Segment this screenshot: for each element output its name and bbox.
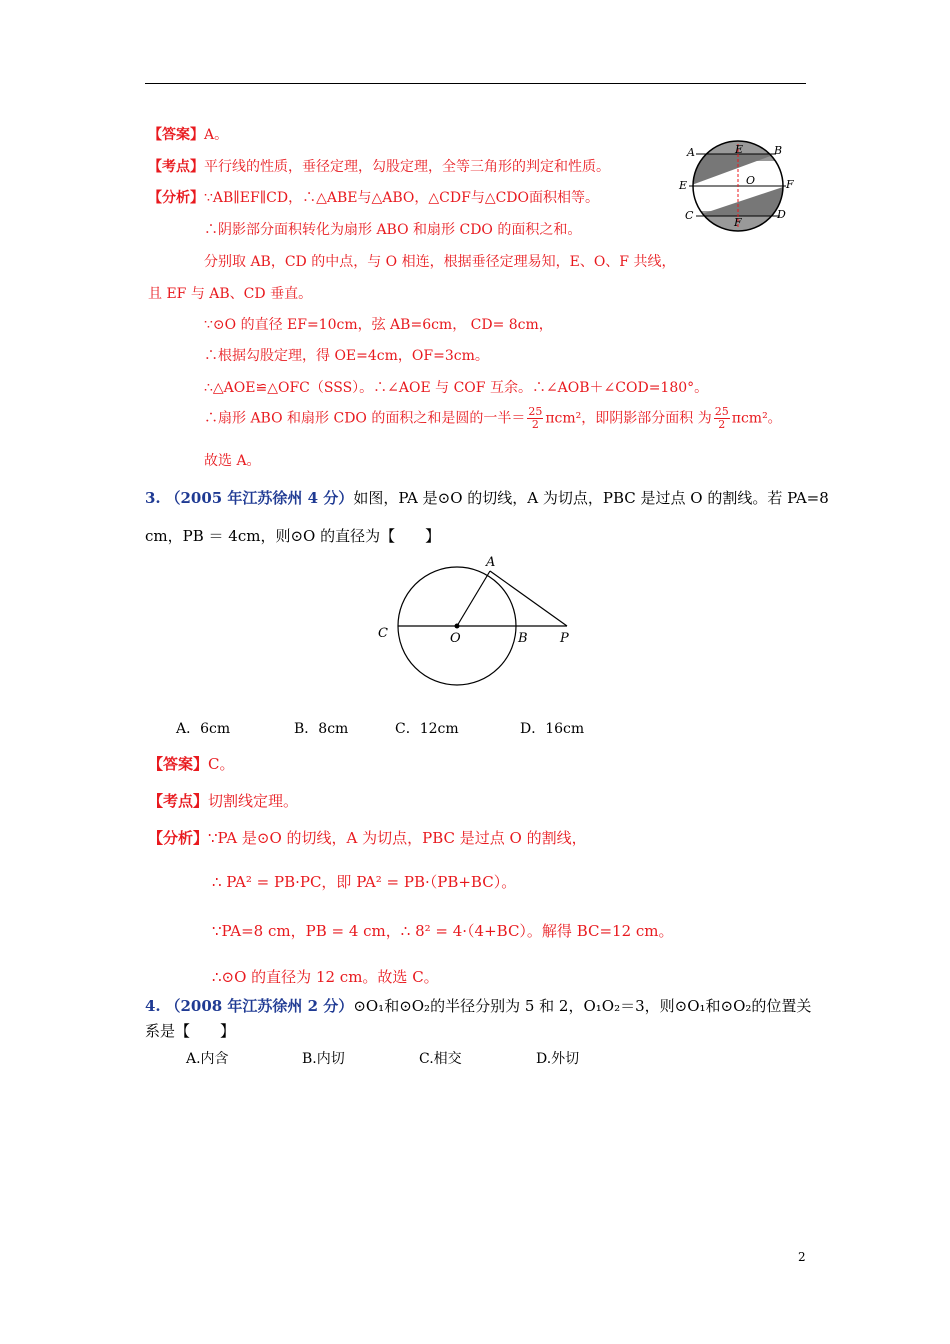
q3-option-a: A．6cm [176, 721, 231, 737]
q2-kaodian: 【考点】平行线的性质，垂径定理，勾股定理，全等三角形的判定和性质。 [148, 159, 610, 175]
q3-stem-line2: cm，PB ＝ 4cm，则⊙O 的直径为【 】 [145, 527, 441, 545]
fig2-label-b: B [774, 144, 783, 157]
q2-line8: ∴扇形 ABO 和扇形 CDO 的面积之和是圆的一半＝ $\frac{25}{2}$ πcm²，即阴影部分面积 为 $\frac{25}{2}$ πcm²。 [204, 405, 782, 431]
q4-stem-line2: 系是【 】 [145, 1022, 236, 1040]
fig2-label-c: C [685, 209, 694, 222]
q2-circle-figure [676, 136, 800, 236]
fig2-label-a: A [687, 146, 695, 159]
fig2-label-e-top: E [735, 143, 744, 156]
q2-line6: ∴根据勾股定理，得 OE=4cm，OF=3cm。 [204, 348, 489, 364]
q4-option-b: B.内切 [302, 1051, 345, 1067]
fig2-label-e: E [679, 179, 688, 192]
q2-fenxi: 【分析】∵AB∥EF∥CD，∴△ABE与△ABO，△CDF与△CDO面积相等。 [148, 190, 599, 206]
q3-line2: ∴ PA² = PB·PC，即 PA² = PB·（PB+BC）。 [212, 873, 517, 891]
q2-line3: 分别取 AB，CD 的中点，与 O 相连，根据垂径定理易知，E、O、F 共线， [204, 254, 676, 270]
fig2-label-d: D [777, 208, 786, 221]
fig3-label-b: B [518, 631, 528, 646]
page-number: 2 [798, 1250, 806, 1264]
q3-tangent-figure [370, 552, 580, 687]
q2-line7: ∴△AOE≌△OFC（SSS）。∴∠AOE 与 COF 互余。∴∠AOB＋∠COD=180°。 [204, 380, 709, 396]
q3-option-d: D．16cm [520, 721, 585, 737]
q3-kaodian: 【考点】切割线定理。 [148, 792, 299, 810]
q4-option-c: C.相交 [419, 1051, 462, 1067]
fig2-label-f: F [786, 178, 794, 191]
q4-option-a: A.内含 [186, 1051, 229, 1067]
fig3-label-c: C [378, 626, 388, 641]
q3-line3: ∵PA=8 cm，PB = 4 cm，∴ 8² = 4·（4+BC）。解得 BC=12 cm。 [212, 922, 674, 940]
q2-line5: ∵⊙O 的直径 EF=10cm，弦 AB=6cm， CD= 8cm， [204, 317, 553, 333]
fig2-label-f-bottom: F [734, 216, 742, 229]
q3-stem-line1: 3. （2005 年江苏徐州 4 分）如图，PA 是⊙O 的切线，A 为切点，PBC 是过点 O 的割线。若 PA=8 [145, 489, 829, 507]
fig3-label-o: O [450, 631, 461, 646]
q2-answer: 【答案】A。 [148, 127, 229, 143]
q2-line2: ∴阴影部分面积转化为扇形 ABO 和扇形 CDO 的面积之和。 [204, 222, 582, 238]
q3-option-c: C．12cm [395, 721, 459, 737]
q3-answer: 【答案】C。 [148, 755, 235, 773]
q3-line4: ∴⊙O 的直径为 12 cm。故选 C。 [212, 968, 439, 986]
q3-fenxi: 【分析】∵PA 是⊙O 的切线，A 为切点，PBC 是过点 O 的割线， [148, 829, 587, 847]
fraction-25-2-second: $\frac{25}{2}$ [714, 405, 729, 431]
fig2-label-o: O [746, 174, 756, 187]
fig3-label-p: P [560, 631, 569, 646]
q2-line4: 且 EF 与 AB、CD 垂直。 [148, 286, 313, 302]
q2-line9: 故选 A。 [204, 453, 261, 469]
fraction-25-2: $\frac{25}{2}$ [528, 405, 543, 431]
q3-option-b: B．8cm [294, 721, 349, 737]
q4-option-d: D.外切 [536, 1051, 580, 1067]
header-rule [145, 83, 806, 84]
q4-stem-line1: 4. （2008 年江苏徐州 2 分）⊙O₁和⊙O₂的半径分别为 5 和 2，O₁O₂＝3，则⊙O₁和⊙O₂的位置关 [145, 997, 812, 1015]
fig3-label-a: A [486, 555, 496, 570]
